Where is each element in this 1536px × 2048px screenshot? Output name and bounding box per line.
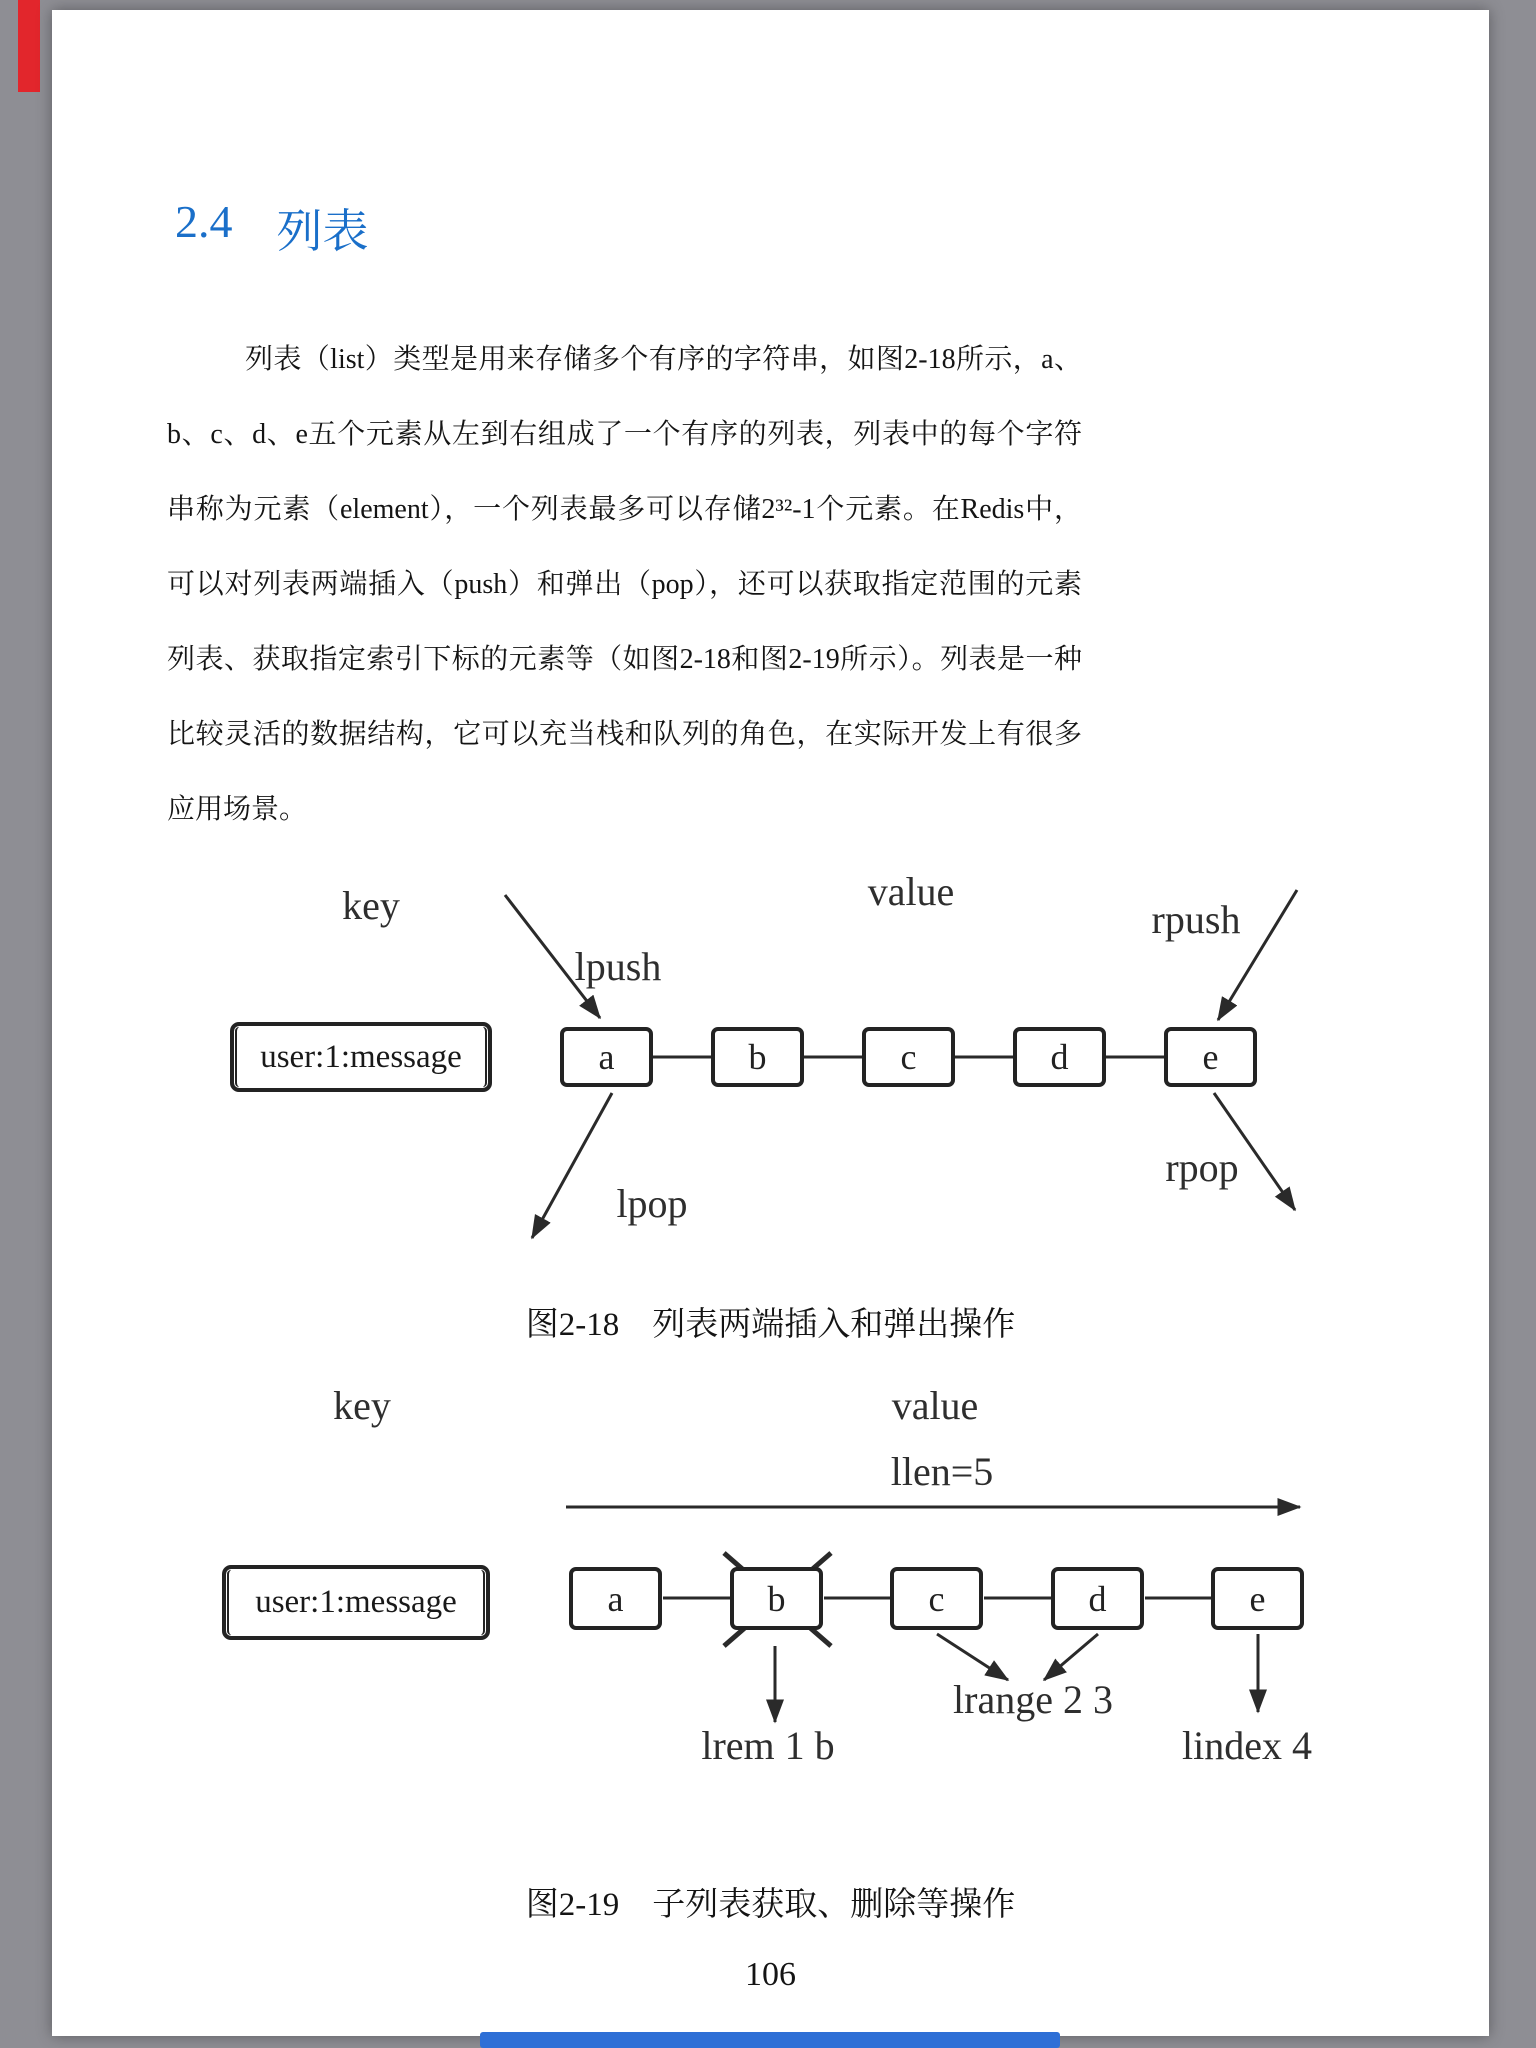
element2-box-a: a <box>569 1567 662 1630</box>
fig1-key-label: key <box>342 883 400 928</box>
element-box-e: e <box>1164 1027 1257 1087</box>
page-number: 106 <box>745 1956 796 1993</box>
element2-box-c: c <box>890 1567 983 1630</box>
section-title: 列表 <box>276 206 369 257</box>
section-heading <box>175 195 369 261</box>
lpush-label: lpush <box>574 944 662 989</box>
fig2-caption: 图2-19 子列表获取、删除等操作 <box>525 1887 1016 1923</box>
lrange-arrow-d <box>1044 1634 1098 1680</box>
fig2-key-box <box>222 1565 490 1640</box>
rpush-label: rpush <box>1151 897 1241 942</box>
element2-box-e: e <box>1211 1567 1304 1630</box>
element-box-d: d <box>1013 1027 1106 1087</box>
fig1-value-label: value <box>867 869 955 914</box>
fig1-caption: 图2-18 列表两端插入和弹出操作 <box>525 1307 1016 1343</box>
lrange-label: lrange 2 3 <box>953 1677 1113 1722</box>
document-page[interactable] <box>52 10 1489 2036</box>
llen-label: llen=5 <box>890 1449 994 1494</box>
reading-progress-bar[interactable] <box>480 2032 1060 2048</box>
section-number: 2.4 <box>175 196 233 247</box>
lpop-arrow <box>532 1093 612 1238</box>
fig1-key-box <box>230 1022 492 1092</box>
lrange-arrow-c <box>937 1634 1008 1680</box>
lpop-label: lpop <box>616 1181 688 1226</box>
fig1-key-name: user:1:message <box>260 1038 462 1075</box>
bookmark-ribbon-icon[interactable] <box>18 0 40 92</box>
lrem-label: lrem 1 b <box>701 1723 835 1768</box>
lindex-label: lindex 4 <box>1182 1723 1312 1768</box>
rpop-label: rpop <box>1165 1145 1239 1190</box>
fig2-key-label: key <box>333 1383 391 1428</box>
element2-box-b-removed: b <box>730 1567 823 1630</box>
element-box-b: b <box>711 1027 804 1087</box>
element-box-c: c <box>862 1027 955 1087</box>
element2-box-d: d <box>1051 1567 1144 1630</box>
body-paragraph: 列表（list）类型是用来存储多个有序的字符串，如图2-18所示，a、b、c、d、e五个元素从左到右组成了一个有序的列表，列表中的每个字符串称为元素（element），一个列表最多可以存储2³²-1个元素。在Redis中，可以对列表两端插入（push）和弹出（pop），还可以获取指定范围的元素列表、获取指定索引下标的元素等（如图2-18和图2-19所示）。列表是一种比较灵活的数据结构，它可以充当栈和队列的角色，在实际开发上有很多应用场景。 <box>167 344 1082 825</box>
fig2-value-label: value <box>891 1383 979 1428</box>
fig2-key-name: user:1:message <box>255 1584 457 1620</box>
element-box-a: a <box>560 1027 653 1087</box>
